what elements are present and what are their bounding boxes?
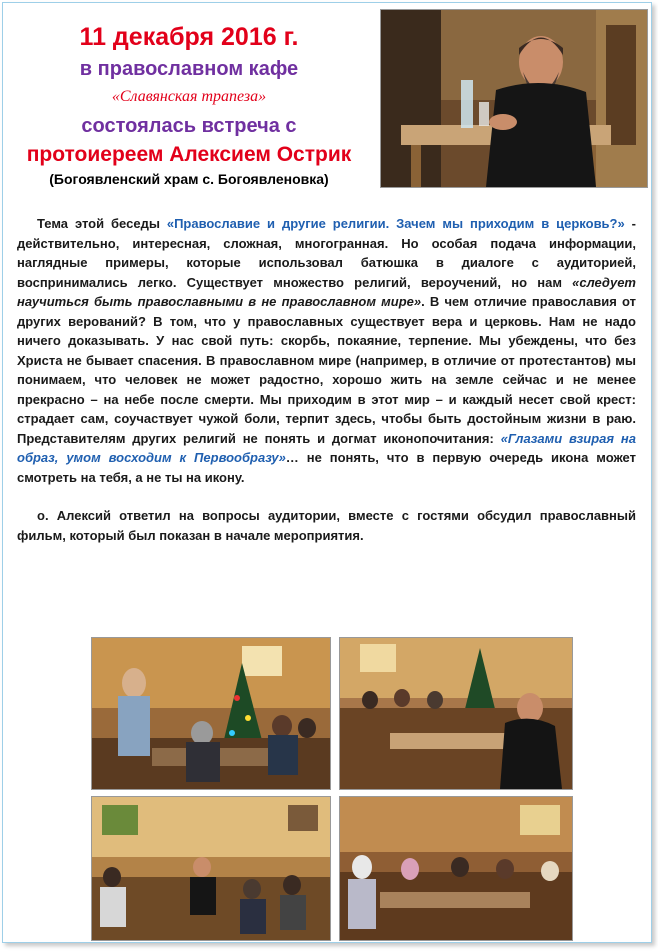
paragraph-closing: о. Алексий ответил на вопросы аудитории, вместе с гостями обсудил православный фильм, который был показан в начале мероприятия. <box>17 508 636 543</box>
article-page <box>2 2 652 943</box>
paragraph-main <box>17 214 636 487</box>
quote-orthodox: «следует научиться быть православными в не православном мире» <box>17 274 636 309</box>
body-text-part4: … не понять, что в первую очередь икона может смотреть на тебя, а не ты на икону. <box>17 450 636 485</box>
event-photo-priest-speaking <box>339 637 573 790</box>
topic-quote: «Православие и другие религии. Зачем мы приходим в церковь?» <box>166 216 625 231</box>
body-text-part3: . В чем отличие православия от других верований? В том, что у православных существует вера и церковь. Нам не надо ничего доказывать. У нас свой путь: скорбь, покаяние, терпение. Мы убеждены, что без Христа не бывает спасения. В православном мире (например, в отличие от протестантов) мы понимаем, что человек не может радостно, хорошо жить на земле сейчас и не менее прекрасно – на небе после смерти. Мы приходим в этот мир – и каждый несет свой крест: страдает сам, соучаствует чужой боли, терпит здесь, чтобы быть достойным жизни в раю. Представителям других религий не понять и догмат иконопочитания: <box>17 294 636 446</box>
body-text-part2: - действительно, интересная, сложная, многогранная. Но особая подача информации, наглядные примеры, которые использовал батюшка в диалоге с аудиторией, воспринимались легко. Существует множество религий, вероучений, но нам <box>17 216 636 290</box>
event-photo-audience-tree <box>91 637 331 790</box>
event-photo-listeners <box>91 796 331 941</box>
event-date: 11 декабря 2016 г. <box>79 23 299 51</box>
venue-name: «Славянская трапеза» <box>111 88 267 105</box>
priest-name: протоиереем Алексием Острик <box>26 143 352 166</box>
event-photo-women-audience <box>339 796 573 941</box>
quote-icon-veneration: «Глазами взирая на образ, умом восходим к Первообразу» <box>17 430 636 465</box>
priest-photo <box>380 9 648 188</box>
article-body <box>17 214 636 545</box>
church-name: (Богоявленский храм с. Богоявленовка) <box>49 171 329 187</box>
intro-text: Тема этой беседы <box>37 216 167 231</box>
meeting-line: состоялась встреча с <box>81 115 297 137</box>
venue-line: в православном кафе <box>79 58 299 80</box>
